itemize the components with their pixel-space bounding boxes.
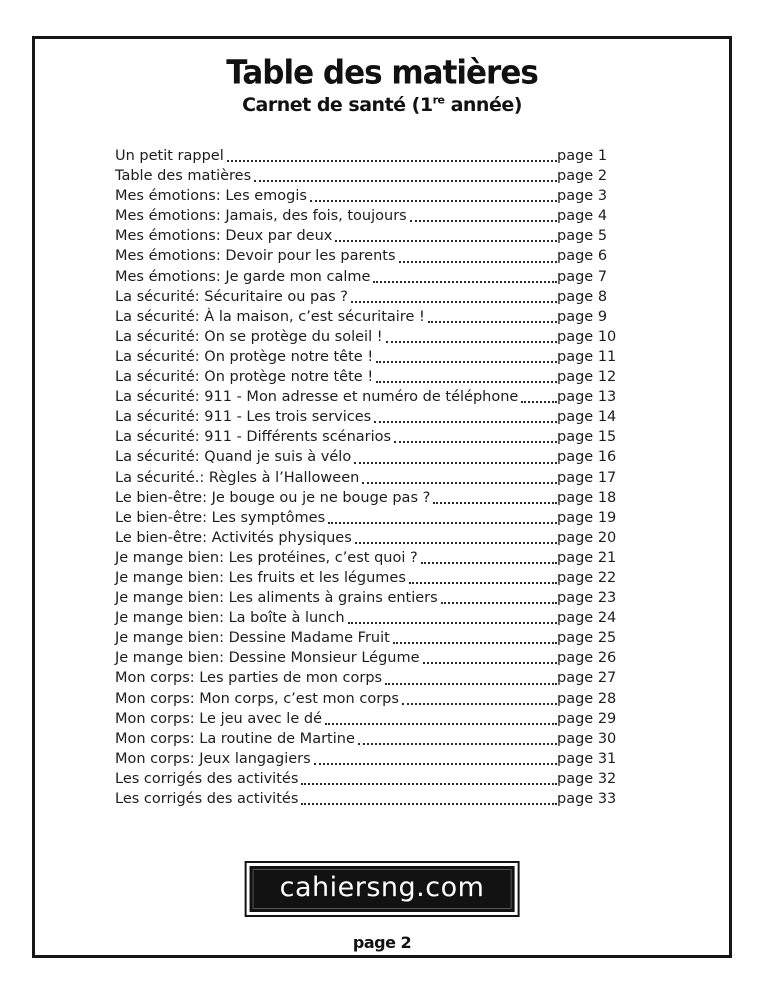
dotted-leader <box>374 421 557 423</box>
toc-entry-page: page 30 <box>557 730 617 747</box>
dotted-leader <box>410 220 557 222</box>
dotted-leader <box>393 642 557 644</box>
toc-entry-page: page 19 <box>557 509 617 526</box>
toc-entry-page: page 27 <box>557 670 617 687</box>
toc-entry-label: La sécurité: 911 - Les trois services <box>115 409 372 426</box>
toc-entry-label: Mon corps: Jeux langagiers <box>115 750 311 767</box>
toc-entry-page: page 25 <box>557 630 617 647</box>
toc-entry <box>115 488 617 508</box>
toc-entry-page: page 33 <box>557 791 617 807</box>
toc-entry-page: page 29 <box>557 710 617 727</box>
toc-entry <box>115 367 617 387</box>
toc-entry-label: Les corrigés des activités <box>115 770 299 787</box>
page-subtitle <box>35 94 729 116</box>
subtitle-text: Carnet de santé (1 <box>242 94 433 116</box>
toc-entry-label: La sécurité: On protège notre tête ! <box>115 369 374 386</box>
toc-entry-page: page 8 <box>557 288 608 305</box>
toc-entry-page: page 7 <box>557 268 608 285</box>
toc-entry-page: page 23 <box>557 590 617 607</box>
toc-list <box>115 146 617 809</box>
toc-entry-label: Table des matières <box>115 168 252 185</box>
toc-entry-label: Un petit rappel <box>115 148 224 164</box>
toc-entry-page: page 10 <box>557 328 617 345</box>
toc-entry-page: page 2 <box>557 168 608 185</box>
toc-entry <box>115 427 617 447</box>
toc-entry <box>115 287 609 307</box>
toc-entry <box>115 608 617 628</box>
dotted-leader <box>301 783 557 785</box>
toc-entry-label: Le bien-être: Activités physiques <box>115 529 352 546</box>
toc-entry-label: Je mange bien: Dessine Madame Fruit <box>115 630 390 647</box>
dotted-leader <box>394 441 557 443</box>
toc-entry-label: Je mange bien: Les fruits et les légumes <box>115 569 406 586</box>
toc-entry <box>115 568 617 588</box>
toc-entry <box>115 588 617 608</box>
page-number-label: page 2 <box>352 933 412 952</box>
toc-entry <box>115 267 609 287</box>
dotted-leader <box>376 381 557 383</box>
toc-entry <box>115 528 617 548</box>
toc-entry-page: page 22 <box>557 569 617 586</box>
toc-entry <box>115 166 609 186</box>
toc-entry-page: page 18 <box>557 489 617 506</box>
dotted-leader <box>386 341 557 343</box>
toc-entry-label: Mes émotions: Jamais, des fois, toujours <box>115 208 407 225</box>
dotted-leader <box>358 743 557 745</box>
dotted-leader <box>373 281 557 283</box>
dotted-leader <box>351 301 557 303</box>
toc-entry <box>115 387 617 407</box>
dotted-leader <box>521 401 557 403</box>
toc-entry <box>115 548 617 568</box>
toc-entry-page: page 14 <box>557 409 617 426</box>
dotted-leader <box>355 542 557 544</box>
dotted-leader <box>328 522 557 524</box>
dotted-leader <box>402 703 557 705</box>
toc-entry-label: Je mange bien: La boîte à lunch <box>115 610 345 627</box>
dotted-leader <box>428 321 557 323</box>
dotted-leader <box>441 602 557 604</box>
toc-entry <box>115 769 617 789</box>
toc-entry-label: La sécurité: Quand je suis à vélo <box>115 449 352 466</box>
toc-entry-page: page 16 <box>557 449 617 466</box>
toc-entry-label: Le bien-être: Je bouge ou je ne bouge pas ? <box>115 489 431 506</box>
toc-entry-label: Mes émotions: Deux par deux <box>115 228 333 245</box>
toc-entry-page: page 11 <box>557 348 617 365</box>
toc-entry-page: page 5 <box>557 228 608 245</box>
toc-entry-page: page 12 <box>557 369 617 386</box>
page-border-frame <box>32 36 732 958</box>
dotted-leader <box>301 803 557 805</box>
toc-entry <box>115 749 617 769</box>
toc-entry <box>115 508 617 528</box>
toc-entry-label: Mon corps: La routine de Martine <box>115 730 355 747</box>
toc-entry-label: La sécurité: À la maison, c’est sécuritaire ! <box>115 308 425 325</box>
toc-entry-page: page 15 <box>557 429 617 446</box>
toc-entry <box>115 246 609 266</box>
dotted-leader <box>325 723 557 725</box>
toc-entry <box>115 447 617 467</box>
website-badge-text: cahiersng.com <box>250 866 515 912</box>
toc-entry-page: page 1 <box>557 148 608 164</box>
dotted-leader <box>335 240 557 242</box>
dotted-leader <box>423 662 557 664</box>
toc-entry-label: Je mange bien: Dessine Monsieur Légume <box>115 650 420 667</box>
toc-entry-page: page 9 <box>557 308 608 325</box>
toc-entry <box>115 668 617 688</box>
toc-entry <box>115 186 609 206</box>
toc-entry <box>115 327 617 347</box>
toc-entry-page: page 26 <box>557 650 617 667</box>
website-badge <box>245 861 520 917</box>
toc-entry-label: Le bien-être: Les symptômes <box>115 509 326 526</box>
toc-entry <box>115 226 609 246</box>
dotted-leader <box>409 582 557 584</box>
dotted-leader <box>385 683 557 685</box>
dotted-leader <box>399 261 557 263</box>
toc-entry-page: page 21 <box>557 549 617 566</box>
dotted-leader <box>421 562 557 564</box>
toc-entry-label: La sécurité: 911 - Mon adresse et numéro de téléphone <box>115 389 519 406</box>
toc-entry-label: Mon corps: Mon corps, c’est mon corps <box>115 690 399 707</box>
toc-entry-page: page 6 <box>557 248 608 265</box>
toc-entry <box>115 628 617 648</box>
toc-entry <box>115 206 609 226</box>
toc-entry-label: La sécurité: On protège notre tête ! <box>115 348 374 365</box>
page-title: Table des matières <box>226 53 538 93</box>
dotted-leader <box>354 462 557 464</box>
dotted-leader <box>376 361 557 363</box>
toc-entry <box>115 729 617 749</box>
toc-entry <box>115 689 617 709</box>
toc-entry-label: Mes émotions: Devoir pour les parents <box>115 248 396 265</box>
toc-entry-page: page 31 <box>557 750 617 767</box>
toc-entry-label: Mes émotions: Je garde mon calme <box>115 268 371 285</box>
toc-entry-label: La sécurité.: Règles à l’Halloween <box>115 469 360 486</box>
toc-entry-label: Mon corps: Les parties de mon corps <box>115 670 383 687</box>
dotted-leader <box>227 160 557 162</box>
toc-entry-page: page 20 <box>557 529 617 546</box>
toc-entry-page: page 32 <box>557 770 617 787</box>
dotted-leader <box>314 763 557 765</box>
toc-entry-label: Mes émotions: Les emogis <box>115 188 307 205</box>
toc-entry-page: page 3 <box>557 188 608 205</box>
toc-entry <box>115 407 617 427</box>
toc-entry-page: page 13 <box>557 389 617 406</box>
toc-entry <box>115 789 617 809</box>
toc-entry-label: La sécurité: 911 - Différents scénarios <box>115 429 392 446</box>
toc-entry-page: page 17 <box>557 469 617 486</box>
dotted-leader <box>362 482 557 484</box>
toc-entry-page: page 4 <box>557 208 608 225</box>
toc-entry-page: page 28 <box>557 690 617 707</box>
toc-entry <box>115 709 617 729</box>
dotted-leader <box>254 180 557 182</box>
toc-entry-label: La sécurité: Sécuritaire ou pas ? <box>115 288 348 305</box>
dotted-leader <box>433 502 557 504</box>
toc-entry <box>115 648 617 668</box>
toc-entry-label: Je mange bien: Les aliments à grains entiers <box>115 590 438 607</box>
subtitle-superscript: re <box>432 93 445 107</box>
dotted-leader <box>348 622 557 624</box>
toc-entry <box>115 307 609 327</box>
subtitle-text-end: année) <box>444 94 522 116</box>
toc-entry-label: Mon corps: Le jeu avec le dé <box>115 710 322 727</box>
toc-entry-label: La sécurité: On se protège du soleil ! <box>115 328 383 345</box>
toc-entry-label: Les corrigés des activités <box>115 791 299 807</box>
toc-entry <box>115 146 609 166</box>
toc-entry <box>115 468 617 488</box>
toc-entry-page: page 24 <box>557 610 617 627</box>
toc-entry-label: Je mange bien: Les protéines, c’est quoi ? <box>115 549 418 566</box>
dotted-leader <box>310 200 557 202</box>
toc-entry <box>115 347 617 367</box>
